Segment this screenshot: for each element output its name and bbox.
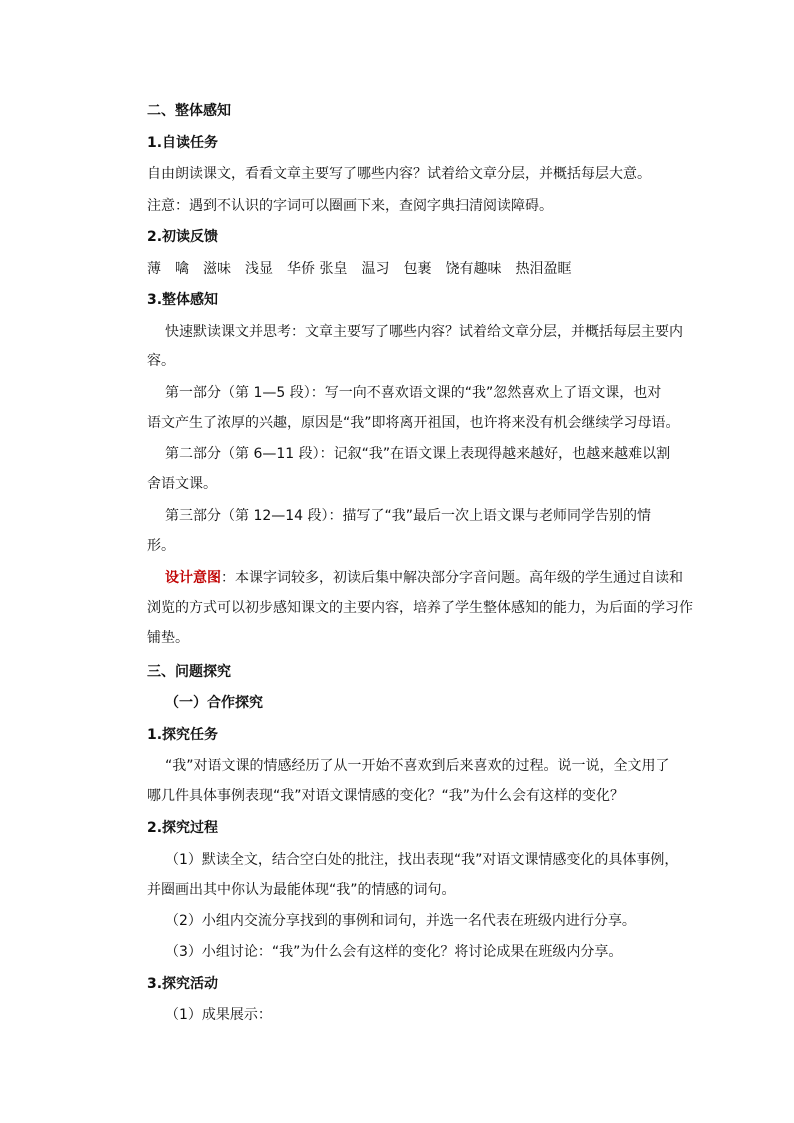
vocab-item: 饶有趣味 [445,261,502,277]
vocab-item: 温习 [361,261,390,277]
paragraph: 容。 [147,353,175,369]
paragraph-design: 铺垫。 [147,630,189,646]
vocab-item: 浅显 [245,261,273,277]
paragraph: “我”对语文课的情感经历了从一开始不喜欢到后来喜欢的过程。说一说，全文用了 [165,758,670,774]
paragraph-part2: 舍语文课。 [147,476,217,492]
section-heading-inquiry: 三、问题探究 [147,664,231,680]
vocab-item: 滋味 [203,261,231,277]
design-intent-text: ：本课字词较多，初读后集中解决部分字音问题。高年级的学生通过自读和 [221,570,683,586]
section-heading-overall: 二、整体感知 [147,103,231,119]
paragraph-part3: 第三部分（第 12—14 段）：描写了“我”最后一次上语文课与老师同学告别的情 [165,508,652,524]
subheading-activity: 3.探究活动 [147,976,219,992]
vocab-item: 包裹 [403,261,432,277]
vocab-item: 薄 [147,261,161,277]
paragraph: （3）小组讨论：“我”为什么会有这样的变化？将讨论成果在班级内分享。 [165,944,623,960]
vocab-item: 噙 [175,261,189,277]
paragraph-part3: 形。 [147,538,175,554]
paragraph: 并圈画出其中你认为最能体现“我”的情感的词句。 [147,882,456,898]
paragraph-part1: 语文产生了浓厚的兴趣，原因是“我”即将离开祖国，也许将来没有机会继续学习母语。 [147,415,680,431]
paragraph: （1）默读全文，结合空白处的批注，找出表现“我”对语文课情感变化的具体事例， [165,852,679,868]
paragraph: 自由朗读课文，看看文章主要写了哪些内容？试着给文章分层，并概括每层大意。 [147,166,651,182]
paragraph-part1: 第一部分（第 1—5 段）：写一向不喜欢语文课的“我”忽然喜欢上了语文课，也对 [165,385,662,401]
vocab-item: 热泪盈眶 [515,261,572,277]
design-intent-label: 设计意图 [165,570,221,586]
subheading-coop: （一）合作探究 [165,695,263,711]
paragraph: 注意：遇到不认识的字词可以圈画下来，查阅字典扫清阅读障碍。 [147,198,553,214]
vocab-list [147,259,677,279]
vocab-item: 华侨 张皇 [287,261,348,277]
subheading-self-reading: 1.自读任务 [147,135,219,151]
subheading-process: 2.探究过程 [147,820,219,836]
paragraph: 哪几件具体事例表现“我”对语文课情感的变化？“我”为什么会有这样的变化？ [147,788,625,804]
subheading-feedback: 2.初读反馈 [147,229,219,245]
paragraph-design [165,568,695,588]
subheading-task: 1.探究任务 [147,727,219,743]
paragraph: （1）成果展示： [165,1007,272,1023]
paragraph-part2: 第二部分（第 6—11 段）：记叙“我”在语文课上表现得越来越好，也越来越难以割 [165,446,671,462]
subheading-overall: 3.整体感知 [147,292,219,308]
paragraph-design: 浏览的方式可以初步感知课文的主要内容，培养了学生整体感知的能力，为后面的学习作 [147,600,693,616]
paragraph: （2）小组内交流分享找到的事例和词句，并选一名代表在班级内进行分享。 [165,913,636,929]
paragraph: 快速默读课文并思考：文章主要写了哪些内容？试着给文章分层，并概括每层主要内 [165,324,683,340]
